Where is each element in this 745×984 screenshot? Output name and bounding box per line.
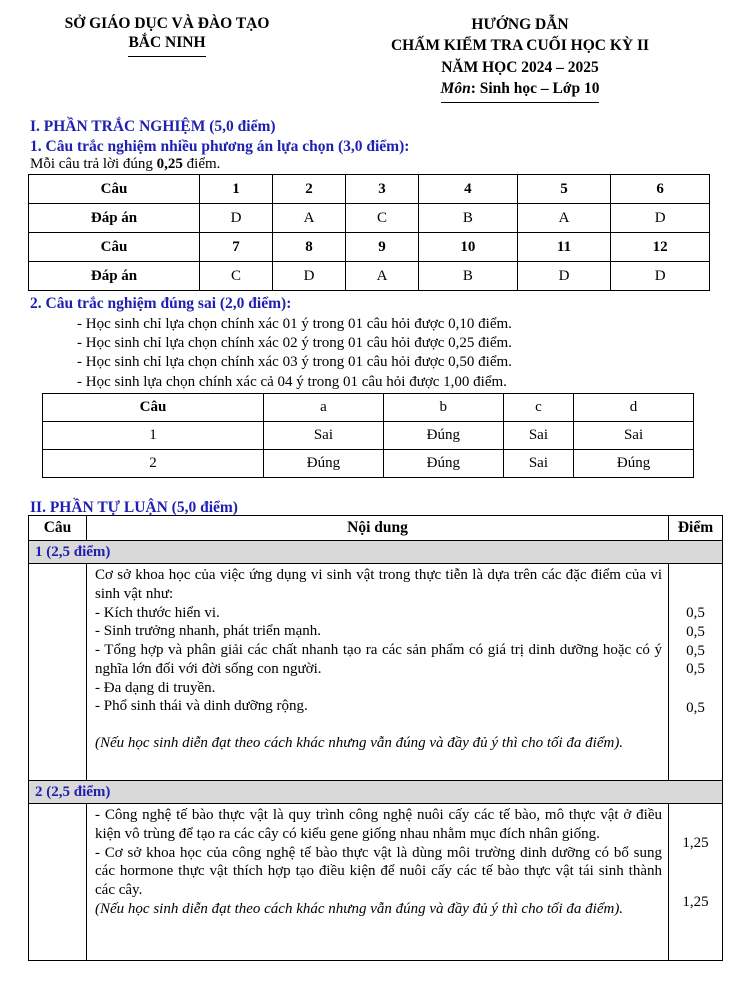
- question-number: 1: [43, 422, 264, 450]
- rule-line: - Học sinh lựa chọn chính xác cả 04 ý trong 01 câu hỏi được 1,00 điểm.: [77, 374, 507, 390]
- table-row: [29, 175, 710, 204]
- answer-cell: Đúng: [383, 422, 503, 450]
- section1-title: 1. Câu trắc nghiệm nhiều phương án lựa chọn (3,0 điểm):: [30, 138, 410, 155]
- question-number: 2: [43, 450, 264, 478]
- header-cell: d: [574, 394, 694, 422]
- answer-cell: A: [346, 262, 419, 291]
- question-number: 11: [517, 233, 611, 262]
- rule-line: - Học sinh chỉ lựa chọn chính xác 01 ý trong 01 câu hỏi được 0,10 điểm.: [77, 316, 512, 332]
- part2-title: II. PHẦN TỰ LUẬN (5,0 điểm): [30, 499, 238, 516]
- issuer-line-1: SỞ GIÁO DỤC VÀ ĐÀO TẠO: [64, 15, 270, 32]
- answer-cell: Đúng: [264, 450, 384, 478]
- header-noi-dung: Nội dung: [87, 516, 669, 541]
- answer-cell: D: [273, 262, 346, 291]
- question-2-label: 2 (2,5 điểm): [29, 781, 723, 804]
- table-row: [29, 804, 723, 961]
- table-row: [29, 516, 723, 541]
- q1-item: - Phổ sinh thái và dinh dưỡng rộng.: [95, 698, 308, 715]
- q1-item: - Sinh trưởng nhanh, phát triển mạnh.: [95, 623, 322, 640]
- answer-cell: D: [200, 204, 273, 233]
- q2-item: - Cơ sở khoa học của công nghệ tế bào thực vật là dùng môi trường dinh dưỡng có bổ sung các hormone thực vật thích hợp tạo điều kiện để nuôi cấy các tế bào thực vật tái sinh thành các cây.: [95, 844, 662, 898]
- table-row: [43, 450, 694, 478]
- q1-note: (Nếu học sinh diễn đạt theo cách khác nhưng vẫn đúng và đầy đủ ý thì cho tối đa điểm).: [95, 735, 624, 751]
- issuer-block: [42, 14, 292, 57]
- answer-cell: Sai: [503, 422, 573, 450]
- q2-item: - Công nghệ tế bào thực vật là quy trình công nghệ nuôi cấy các tế bào, mô thực vật ở điều kiện vô trùng để tạo ra các cây có kiểu gene giống nhau nhằm mục đích nhân giống.: [95, 807, 662, 842]
- title-line-3: NĂM HỌC 2024 – 2025: [441, 58, 599, 76]
- row-label: Câu: [29, 175, 200, 204]
- section2-title: 2. Câu trắc nghiệm đúng sai (2,0 điểm):: [30, 295, 292, 312]
- header-cell: c: [503, 394, 573, 422]
- answer-cell: Sai: [503, 450, 573, 478]
- answer-cell: Sai: [264, 422, 384, 450]
- q1-item: - Kích thước hiển vi.: [95, 604, 220, 621]
- question-number: 5: [517, 175, 611, 204]
- title-line-1: HƯỚNG DẪN: [471, 16, 569, 33]
- header-cell: a: [264, 394, 384, 422]
- header-cell: b: [383, 394, 503, 422]
- title-line-2: CHẤM KIỂM TRA CUỐI HỌC KỲ II: [390, 37, 650, 55]
- score: 0,5: [686, 700, 705, 716]
- answer-cell: C: [346, 204, 419, 233]
- q1-item: - Tổng hợp và phân giải các chất nhanh tạo ra các sản phẩm có giá trị dinh dưỡng hoặc có ý nghĩa lớn đối với đời sống con người.: [95, 642, 662, 677]
- question-1-label: 1 (2,5 điểm): [29, 541, 723, 564]
- score: 0,5: [686, 605, 705, 621]
- rule-line: - Học sinh chỉ lựa chọn chính xác 02 ý trong 01 câu hỏi được 0,25 điểm.: [77, 335, 512, 351]
- table-row: [29, 204, 710, 233]
- q1-intro: Cơ sở khoa học của việc ứng dụng vi sinh vật trong thực tiễn là dựa trên các đặc điểm của vi sinh vật như:: [95, 567, 662, 602]
- table-row: [29, 564, 723, 781]
- empty-cell: [29, 804, 87, 961]
- row-label: Đáp án: [29, 262, 200, 291]
- row-label: Đáp án: [29, 204, 200, 233]
- issuer-line-2: BẮC NINH: [128, 33, 205, 56]
- answer-cell: C: [200, 262, 273, 291]
- section1-note-suffix: điểm.: [182, 156, 221, 172]
- header-cau: Câu: [29, 516, 87, 541]
- title-block: [335, 14, 705, 103]
- table-row: [29, 233, 710, 262]
- answer-cell: D: [517, 262, 611, 291]
- score: 0,5: [686, 661, 705, 678]
- table-row: [43, 422, 694, 450]
- score: 0,5: [686, 642, 705, 659]
- answer-cell: A: [273, 204, 346, 233]
- section1-note-bold: 0,25: [156, 156, 183, 172]
- answer-cell: Đúng: [383, 450, 503, 478]
- question-1-content: [87, 564, 669, 781]
- answer-cell: B: [419, 262, 518, 291]
- header-diem: Điểm: [669, 516, 723, 541]
- question-number: 6: [611, 175, 710, 204]
- row-label: Câu: [29, 233, 200, 262]
- empty-cell: [29, 564, 87, 781]
- question-number: 4: [419, 175, 518, 204]
- answer-cell: Đúng: [574, 450, 694, 478]
- header-cell: Câu: [43, 394, 264, 422]
- question-number: 9: [346, 233, 419, 262]
- part1-title: I. PHẦN TRẮC NGHIỆM (5,0 điểm): [30, 118, 276, 135]
- table-row: [29, 541, 723, 564]
- document-header: [0, 14, 745, 104]
- question-number: 8: [273, 233, 346, 262]
- q2-note: (Nếu học sinh diễn đạt theo cách khác nhưng vẫn đúng và đầy đủ ý thì cho tối đa điểm).: [95, 900, 624, 917]
- section1-note-prefix: Mỗi câu trả lời đúng: [30, 156, 157, 172]
- question-number: 3: [346, 175, 419, 204]
- table-row: [29, 781, 723, 804]
- section1-note: [30, 155, 220, 174]
- answer-cell: B: [419, 204, 518, 233]
- score: 0,5: [686, 623, 705, 640]
- answer-cell: A: [517, 204, 611, 233]
- answer-cell: D: [611, 262, 710, 291]
- question-number: 1: [200, 175, 273, 204]
- question-2-content: [87, 804, 669, 961]
- mc-answer-table: [28, 174, 710, 291]
- question-number: 10: [419, 233, 518, 262]
- question-1-scores: [669, 564, 723, 781]
- table-row: [29, 262, 710, 291]
- score: 1,25: [682, 835, 709, 851]
- table-row: [43, 394, 694, 422]
- subject-label: Môn: [440, 80, 471, 98]
- q1-item: - Đa dạng di truyền.: [95, 679, 216, 696]
- score: 1,25: [682, 893, 709, 910]
- answer-cell: D: [611, 204, 710, 233]
- subject-line: [441, 78, 600, 102]
- question-number: 12: [611, 233, 710, 262]
- essay-table: [28, 515, 723, 961]
- question-2-scores: [669, 804, 723, 961]
- answer-cell: Sai: [574, 422, 694, 450]
- rule-line: - Học sinh chỉ lựa chọn chính xác 03 ý trong 01 câu hỏi được 0,50 điểm.: [77, 354, 512, 370]
- tf-answer-table: [42, 393, 694, 478]
- question-number: 2: [273, 175, 346, 204]
- question-number: 7: [200, 233, 273, 262]
- subject-value: : Sinh học – Lớp 10: [470, 80, 600, 98]
